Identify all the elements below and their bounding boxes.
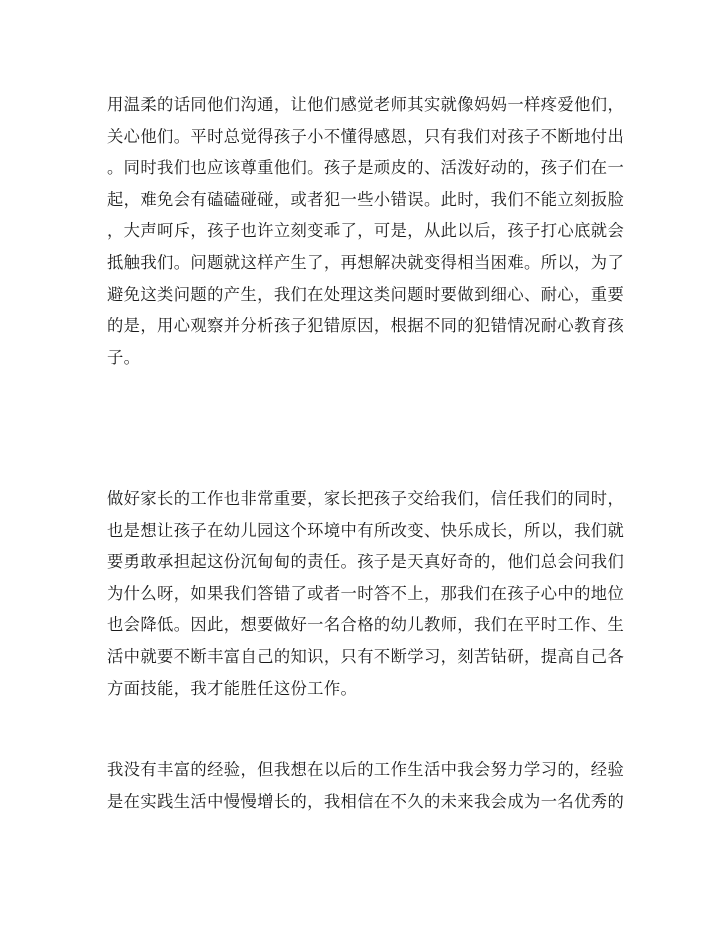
text-line: 也是想让孩子在幼儿园这个环境中有所改变、快乐成长，所以，我们就	[107, 520, 625, 540]
text-line: 起，难免会有磕磕碰碰，或者犯一些小错误。此时，我们不能立刻扳脸	[107, 189, 625, 209]
text-line: 抵触我们。问题就这样产生了，再想解决就变得相当困难。所以，为了	[107, 252, 625, 272]
text-line: 避免这类问题的产生，我们在处理这类问题时要做到细心、耐心，重要	[107, 284, 625, 304]
text-line: 为什么呀，如果我们答错了或者一时答不上，那我们在孩子心中的地位	[107, 583, 625, 603]
text-line: 。同时我们也应该尊重他们。孩子是顽皮的、活泼好动的，孩子们在一	[107, 158, 625, 178]
text-line: 方面技能，我才能胜任这份工作。	[107, 678, 358, 698]
text-line: 子。	[107, 347, 141, 367]
text-line: 做好家长的工作也非常重要，家长把孩子交给我们，信任我们的同时，	[107, 489, 625, 508]
paragraph-experience	[107, 754, 627, 817]
text-line: 我没有丰富的经验，但我想在以后的工作生活中我会努力学习的，经验	[107, 760, 625, 779]
text-line: 的是，用心观察并分析孩子犯错原因，根据不同的犯错情况耐心教育孩	[107, 316, 625, 336]
text-line: 关心他们。平时总觉得孩子小不懂得感恩，只有我们对孩子不断地付出	[107, 126, 625, 146]
text-line: 活中就要不断丰富自己的知识，只有不断学习，刻苦钻研，提高自己各	[107, 646, 625, 666]
text-line: 是在实践生活中慢慢增长的，我相信在不久的未来我会成为一名优秀的	[107, 791, 625, 811]
text-line: 要勇敢承担起这份沉甸甸的责任。孩子是天真好奇的，他们总会问我们	[107, 552, 625, 572]
paragraph-parent-work	[107, 483, 627, 704]
paragraph-classroom-care	[107, 89, 627, 373]
text-line: 也会降低。因此，想要做好一名合格的幼儿教师，我们在平时工作、生	[107, 615, 625, 635]
text-line: ，大声呵斥，孩子也许立刻变乖了，可是，从此以后，孩子打心底就会	[107, 221, 625, 241]
text-line: 用温柔的话同他们沟通，让他们感觉老师其实就像妈妈一样疼爱他们，	[107, 95, 625, 114]
